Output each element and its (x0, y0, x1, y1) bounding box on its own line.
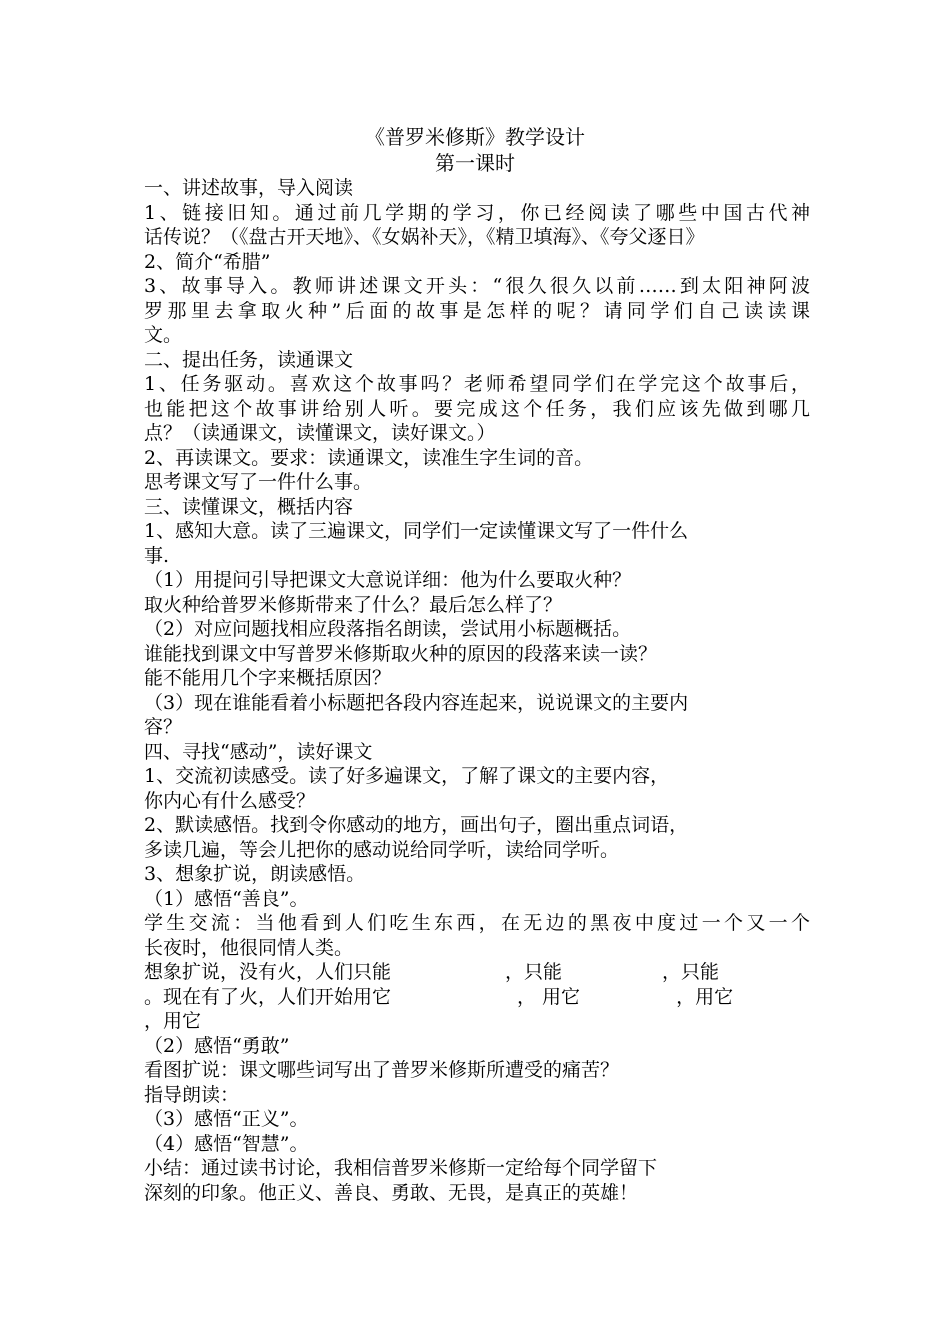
paragraph-line: 能不能用几个字来概括原因？ (144, 667, 392, 689)
paragraph-line: 点？（读通课文，读懂课文，读好课文。） (144, 422, 496, 444)
paragraph-line: （2）对应问题找相应段落指名朗读，尝试用小标题概括。 (144, 618, 632, 640)
fill-blank-segment: ， 用它 (517, 985, 581, 1008)
paragraph-line: 事. (144, 544, 170, 567)
paragraph-line: 谁能找到课文中写普罗米修斯取火种的原因的段落来读一读？ (144, 642, 658, 665)
paragraph-line: （3）现在谁能看着小标题把各段内容连起来，说说课文的主要内 (144, 691, 689, 714)
fill-blank-line: ，用它 (144, 1010, 202, 1032)
paragraph-line: （4）感悟“智慧”。 (144, 1132, 309, 1155)
paragraph-line: （1）感悟“善良”。 (144, 887, 309, 910)
paragraph-line: 也能把这个故事讲给别人听。要完成这个任务，我们应该先做到哪几 (144, 397, 810, 420)
paragraph-line: 3、想象扩说，朗读感悟。 (144, 863, 366, 885)
paragraph-line: 2、简介“希腊” (144, 250, 271, 273)
fill-blank-segment: 。现在有了火，人们开始用它 (144, 985, 392, 1008)
paragraph-line: 1、链接旧知。通过前几学期的学习，你已经阅读了哪些中国古代神 (144, 201, 810, 224)
paragraph-line: 话传说？（《盘古开天地》、《女娲补天》，《精卫填海》、《夸父逐日》 (144, 226, 705, 248)
fill-blank-line (144, 960, 810, 985)
fill-blank-line (144, 985, 810, 1010)
doc-title: 《普罗米修斯》教学设计 (365, 125, 585, 149)
paragraph-line: 取火种给普罗米修斯带来了什么？最后怎么样了？ (144, 593, 563, 616)
paragraph-line: 学生交流：当他看到人们吃生东西，在无边的黑夜中度过一个又一个 (144, 912, 810, 934)
paragraph-line: 1、任务驱动。喜欢这个故事吗？老师希望同学们在学完这个故事后， (144, 373, 810, 395)
paragraph-line: 看图扩说：课文哪些词写出了普罗米修斯所遭受的痛苦？ (144, 1059, 620, 1081)
paragraph-line: 1、交流初读感受。读了好多遍课文，了解了课文的主要内容， (144, 765, 670, 787)
paragraph-line: 罗那里去拿取火种”后面的故事是怎样的呢？请同学们自己读读课 (144, 299, 810, 322)
heading-4: 四、寻找“感动”，读好课文 (144, 740, 373, 763)
paragraph-line: 长夜时，他很同情人类。 (144, 936, 354, 959)
paragraph-line: 指导朗读： (144, 1083, 240, 1106)
paragraph-line: （3）感悟“正义”。 (144, 1108, 309, 1130)
doc-body (144, 176, 810, 1205)
paragraph-line: （1）用提问引导把课文大意说详细：他为什么要取火种？ (144, 569, 632, 591)
paragraph-line: 多读几遍，等会儿把你的感动说给同学听，读给同学听。 (144, 838, 620, 861)
doc-subtitle: 第一课时 (435, 151, 515, 175)
paragraph-line: （2）感悟“勇敢” (144, 1034, 290, 1057)
fill-blank-segment: ，只能 (662, 961, 720, 983)
paragraph-line: 深刻的印象。他正义、善良、勇敢、无畏，是真正的英雄！ (144, 1181, 639, 1204)
paragraph-line: 2、再读课文。要求：读通课文，读准生字生词的音。 (144, 446, 594, 469)
paragraph-line: 你内心有什么感受？ (144, 789, 316, 812)
heading-3: 三、读懂课文，概括内容 (144, 495, 354, 518)
paragraph-line: 思考课文写了一件什么事。 (144, 471, 373, 493)
paragraph-line: 1、感知大意。读了三遍课文，同学们一定读懂课文写了一件什么 (144, 520, 689, 542)
heading-1: 一、讲述故事，导入阅读 (144, 177, 354, 199)
fill-blank-segment: 想象扩说，没有火，人们只能 (144, 961, 392, 983)
paragraph-line: 容？ (144, 716, 183, 738)
paragraph-line: 3、故事导入。教师讲述课文开头：“很久很久以前……到太阳神阿波 (144, 275, 810, 297)
paragraph-line: 文。 (144, 324, 183, 346)
fill-blank-segment: ，只能 (505, 961, 563, 983)
paragraph-line: 2、默读感悟。找到令你感动的地方，画出句子，圈出重点词语， (144, 814, 689, 836)
heading-2: 二、提出任务，读通课文 (144, 348, 354, 371)
paragraph-line: 小结：通过读书讨论，我相信普罗米修斯一定给每个同学留下 (144, 1157, 658, 1179)
fill-blank-segment: ，用它 (676, 985, 734, 1008)
